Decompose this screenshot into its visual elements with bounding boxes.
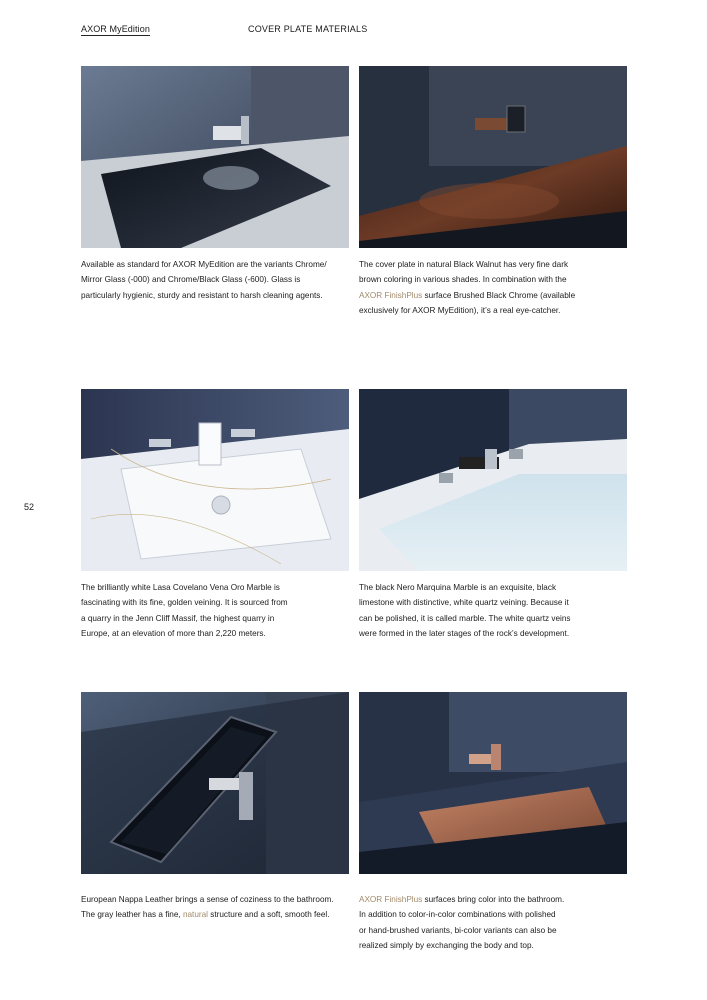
caption-line: The brilliantly white Lasa Covelano Vena Oro Marble is <box>81 583 280 592</box>
black-marble-caption <box>359 580 631 642</box>
caption-line: Mirror Glass (-000) and Chrome/Black Glass (-600). Glass is <box>81 275 301 285</box>
caption-line: can be polished, it is called marble. The white quartz veins <box>359 613 571 623</box>
caption-line: particularly hygienic, sturdy and resistant to harsh cleaning agents. <box>81 290 323 300</box>
caption-line: exclusively for AXOR MyEdition), it’s a real eye-catcher. <box>359 306 561 316</box>
finishplus-highlight: AXOR FinishPlus <box>359 290 423 300</box>
page-number: 52 <box>24 502 35 512</box>
caption-line: a quarry in the Jenn Cliff Massif, the highest quarry in <box>81 613 275 623</box>
caption-line: brown coloring in various shades. In combination with the <box>359 275 567 285</box>
finishplus-color-cover-plate-photo <box>359 692 627 874</box>
nappa-leather-caption <box>81 892 353 923</box>
natural-highlight: natural <box>182 910 208 920</box>
caption-line <box>81 907 353 922</box>
nappa-leather-cover-plate-photo <box>81 692 349 874</box>
finishplus-color-caption <box>359 892 631 954</box>
caption-text: The gray leather has a fine, <box>81 910 183 920</box>
caption-line: In addition to color-in-color combinations with polished <box>359 910 556 920</box>
black-marble-cover-plate-photo <box>359 389 627 571</box>
caption-line: limestone with distinctive, white quartz veining. Because it <box>359 598 569 608</box>
caption-line <box>359 892 631 907</box>
caption-text: surfaces bring color into the bathroom. <box>422 895 565 904</box>
caption-line: realized simply by exchanging the body and top. <box>359 941 534 951</box>
caption-line: were formed in the later stages of the rock’s development. <box>359 629 570 639</box>
white-marble-caption <box>81 580 353 642</box>
glass-cover-plate-photo <box>81 66 349 248</box>
caption-text: surface Brushed Black Chrome (available <box>422 290 576 300</box>
caption-line: The black Nero Marquina Marble is an exquisite, black <box>359 583 557 592</box>
black-walnut-caption <box>359 257 631 319</box>
caption-line: fascinating with its fine, golden veining. It is sourced from <box>81 598 288 608</box>
caption-line: Available as standard for AXOR MyEdition are the variants Chrome/ <box>81 260 327 269</box>
header-section-title: COVER PLATE MATERIALS <box>248 24 368 34</box>
caption-line: Europe, at an elevation of more than 2,220 meters. <box>81 629 266 639</box>
caption-line: European Nappa Leather brings a sense of coziness to the bathroom. <box>81 895 334 904</box>
white-marble-cover-plate-photo <box>81 389 349 571</box>
caption-line: or hand-brushed variants, bi-color variants can also be <box>359 925 557 935</box>
caption-text: structure and a soft, smooth feel. <box>208 910 330 920</box>
black-walnut-cover-plate-photo <box>359 66 627 248</box>
caption-line <box>359 288 631 303</box>
finishplus-highlight: AXOR FinishPlus <box>359 895 423 904</box>
glass-caption <box>81 257 353 303</box>
caption-line: The cover plate in natural Black Walnut has very fine dark <box>359 260 569 269</box>
header-brand: AXOR MyEdition <box>81 24 150 34</box>
